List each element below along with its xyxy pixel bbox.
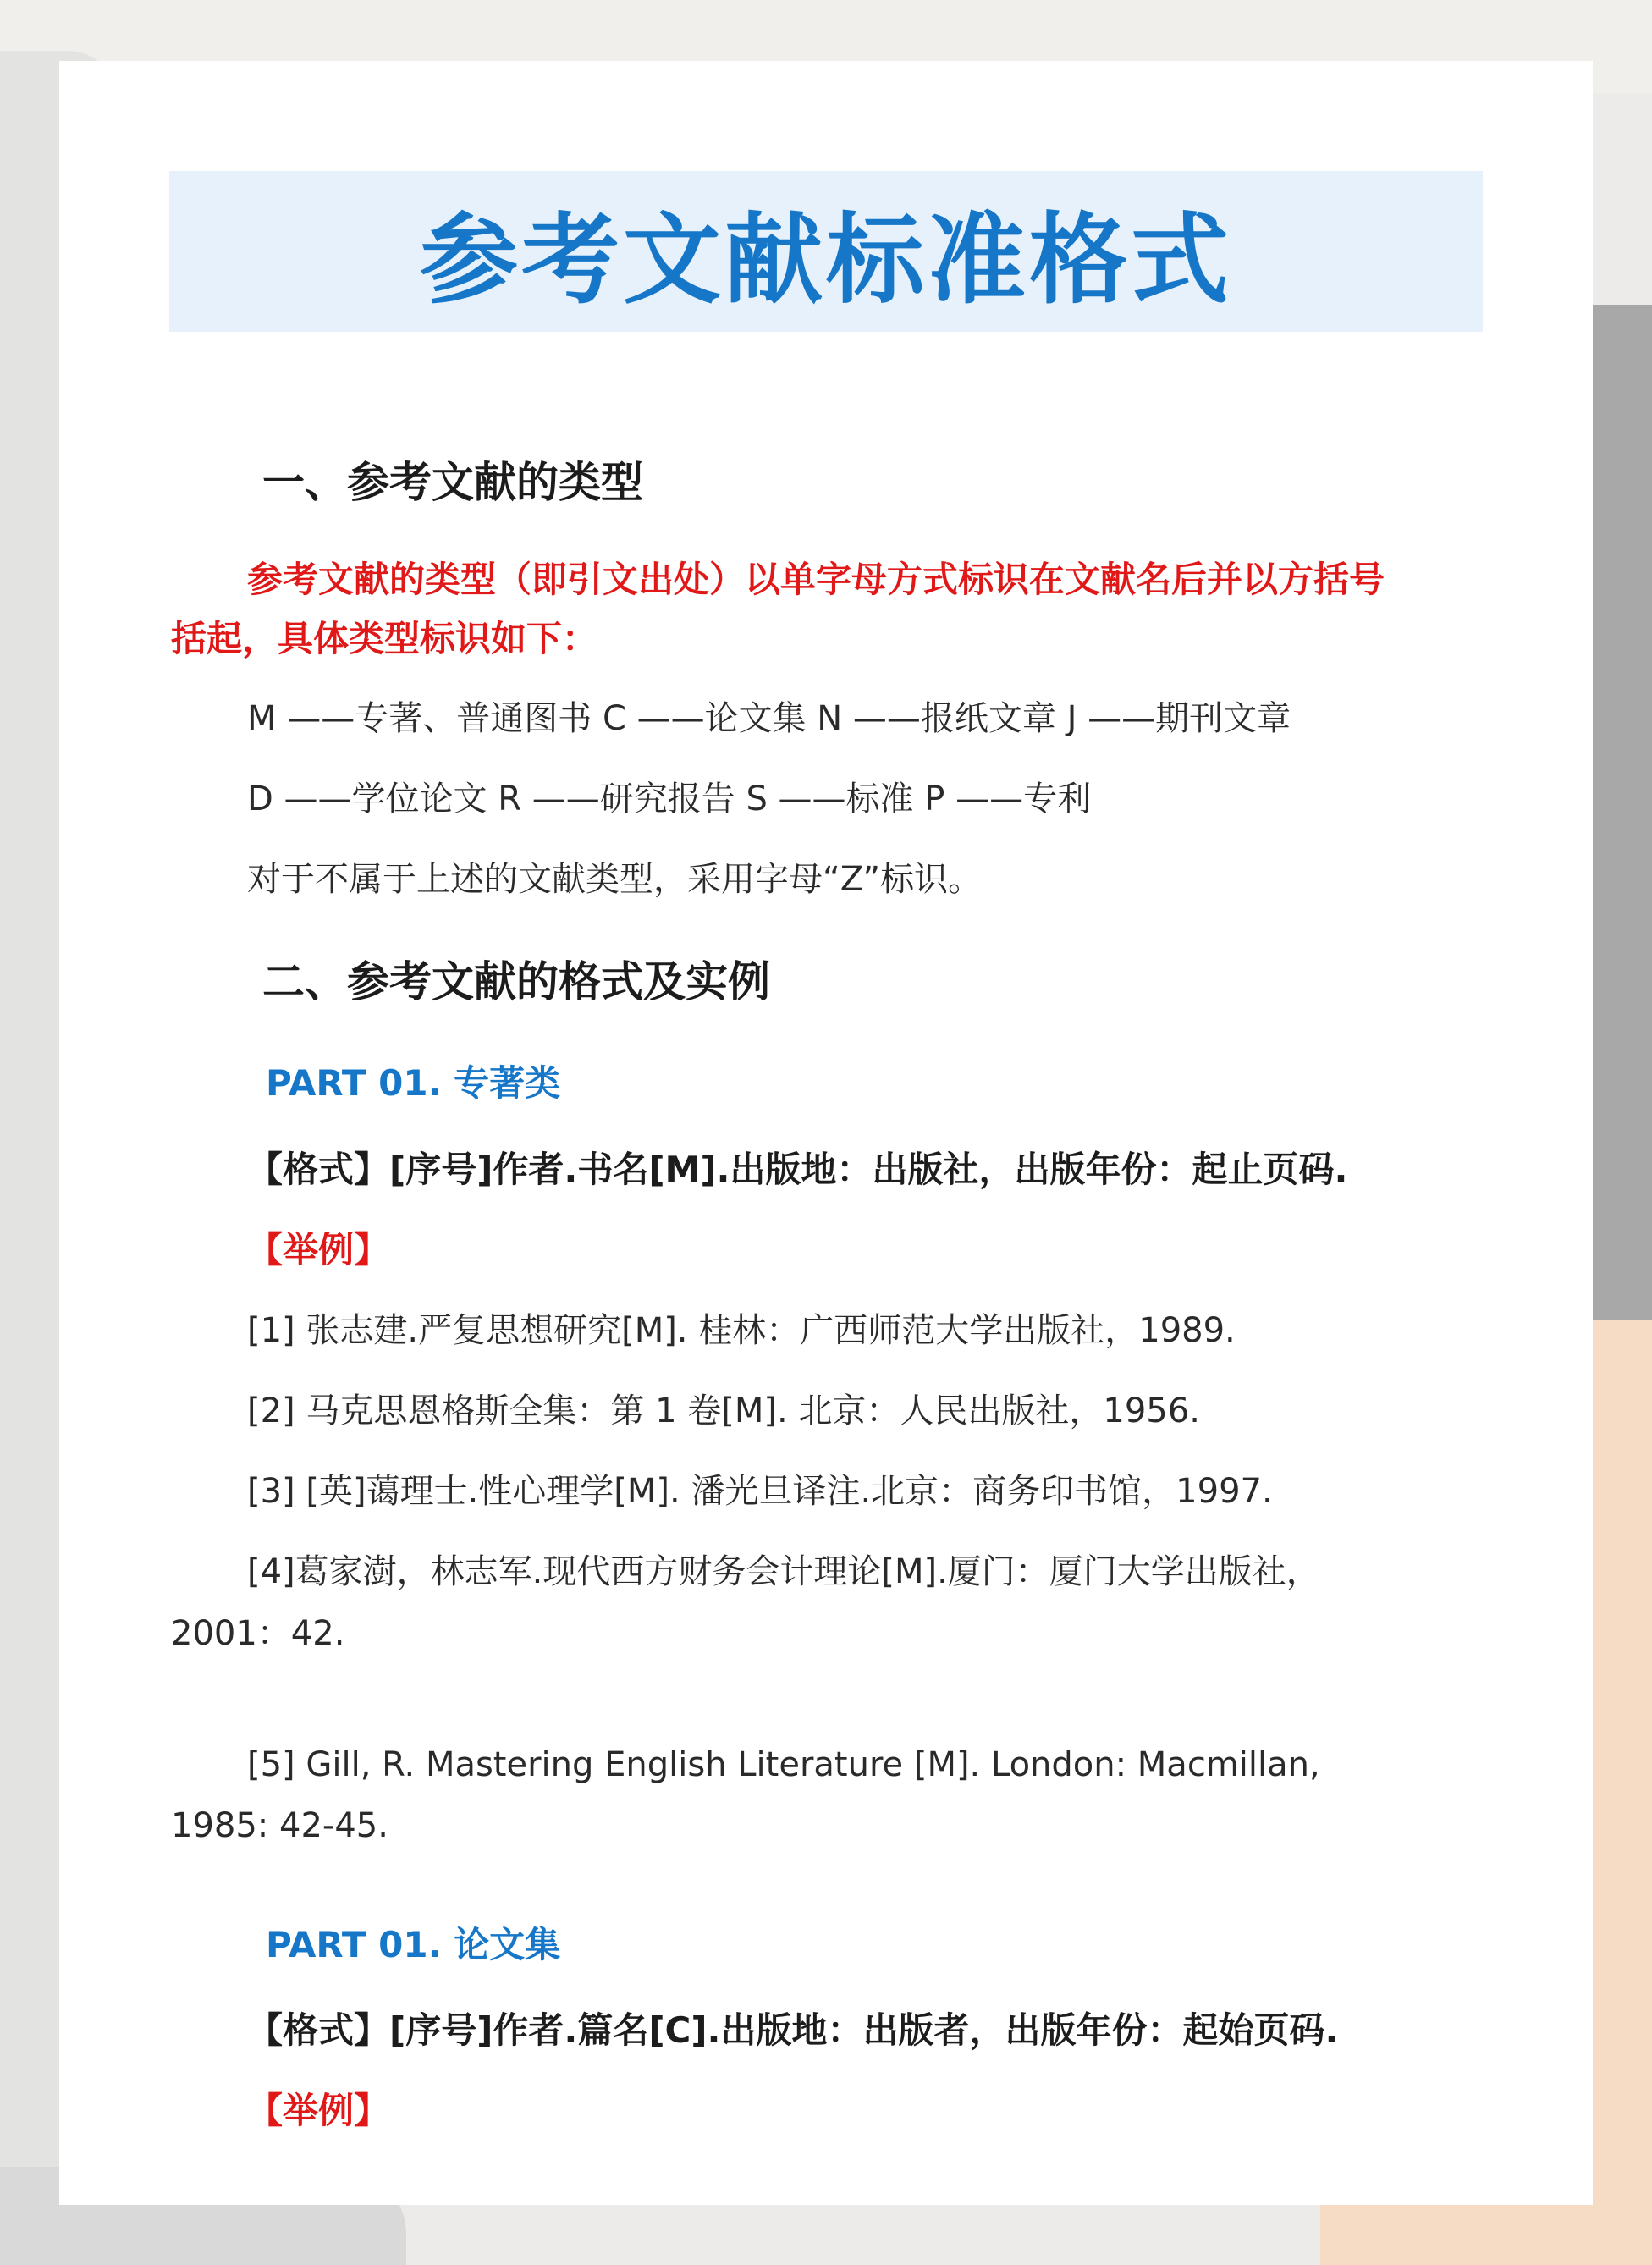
title-banner	[169, 171, 1483, 332]
section1-intro-line1: 参考文献的类型（即引文出处）以单字母方式标识在文献名后并以方括号	[247, 559, 1385, 600]
example-item: [5] Gill, R. Mastering English Literature [M]. London: Macmillan,	[247, 1745, 1320, 1784]
section1-intro-line2: 括起，具体类型标识如下：	[171, 618, 598, 659]
part2-title: PART 01. 论文集	[266, 1924, 561, 1965]
example-item: [1] 张志建.严复思想研究[M]. 桂林：广西师范大学出版社，1989.	[247, 1311, 1236, 1350]
part2-format: 【格式】[序号]作者.篇名[C].出版地：出版者，出版年份：起始页码.	[247, 2009, 1339, 2051]
part2-example-label: 【举例】	[247, 2090, 390, 2131]
document-page	[59, 61, 1593, 2205]
types-line1: M ——专著、普通图书 C ——论文集 N ——报纸文章 J ——期刊文章	[247, 699, 1291, 738]
part1-format: 【格式】[序号]作者.书名[M].出版地：出版社，出版年份：起止页码.	[247, 1149, 1348, 1190]
section2-heading: 二、参考文献的格式及实例	[262, 957, 770, 1006]
page-title: 参考文献标准格式	[420, 202, 1232, 317]
example-item: [2] 马克思恩格斯全集：第 1 卷[M]. 北京：人民出版社，1956.	[247, 1392, 1200, 1430]
section1-heading: 一、参考文献的类型	[262, 458, 643, 507]
example-item: [4]葛家澍，林志军.现代西方财务会计理论[M].厦门：厦门大学出版社，	[247, 1552, 1320, 1591]
part1-example-label: 【举例】	[247, 1229, 390, 1270]
part1-title: PART 01. 专著类	[266, 1062, 561, 1104]
example-item-continued: 2001：42.	[171, 1614, 345, 1653]
example-item-continued: 1985: 42-45.	[171, 1806, 388, 1845]
example-item: [3] [英]蔼理士.性心理学[M]. 潘光旦译注.北京：商务印书馆，1997.	[247, 1472, 1273, 1511]
types-line2: D ——学位论文 R ——研究报告 S ——标准 P ——专利	[247, 780, 1092, 818]
other-type-note: 对于不属于上述的文献类型，采用字母“Z”标识。	[247, 860, 983, 899]
